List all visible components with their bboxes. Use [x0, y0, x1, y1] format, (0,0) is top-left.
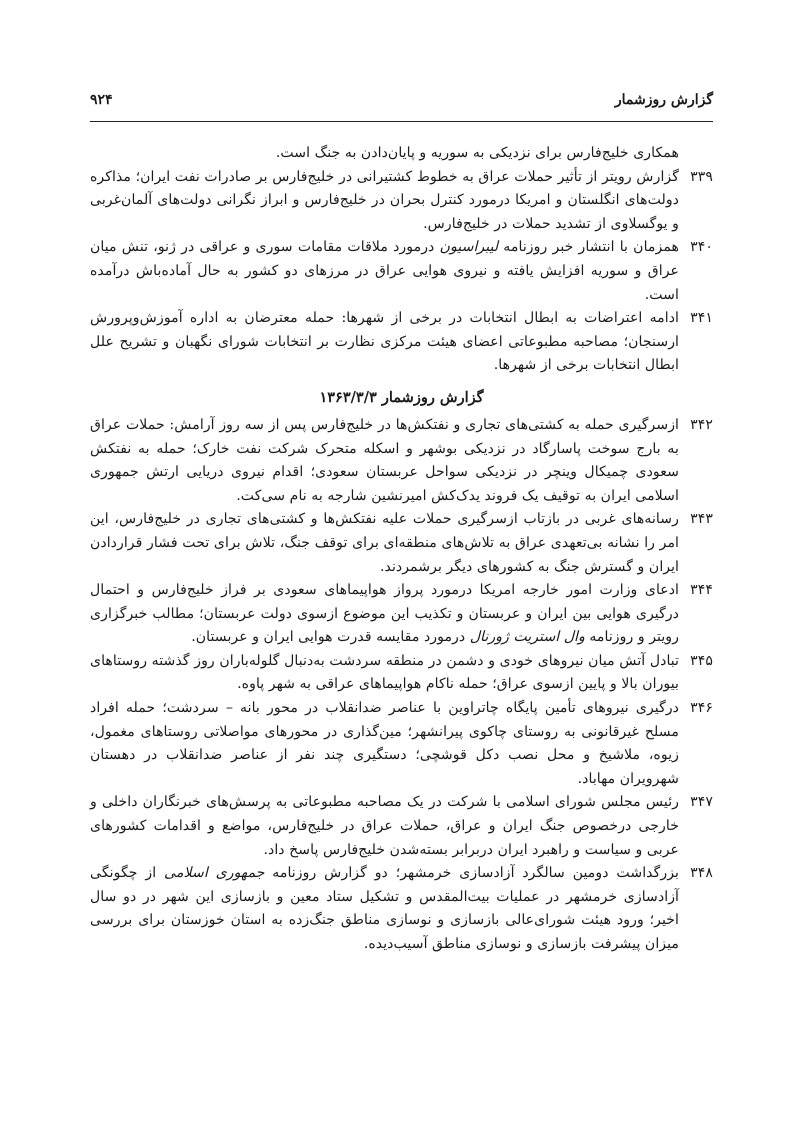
entry-number: ۳۴۲	[690, 416, 713, 433]
entry-341	[90, 307, 713, 378]
entry-344	[90, 579, 713, 650]
entry-text-end: از چگونگی آزادسازی خرمشهر در عملیات بیت‌المقدس و تشکیل ستاد معین و بازسازی این شهر در دو سال اخیر؛ ورود هیئت شورای‌عالی بازسازی و نوسازی مناطق جنگ‌زده به استان خوزستان برای بررسی میزان پیشرفت بازسازی و نوسازی مناطق آسیب‌دیده.	[90, 865, 679, 952]
entry-number: ۳۴۱	[690, 310, 713, 327]
entry-text-start: ادعای وزارت امور خارجه امریکا درمورد پرواز هواپیماهای سعودی بر فراز خلیج‌فارس و احتمال درگیری هوایی بین ایران و عربستان و تکذیب این موضوع ازسوی دولت عربستان؛ مطالب خبرگزاری رویتر و روزنامه	[90, 582, 679, 646]
section-title: گزارش روزشمار ۱۳۶۳/۳/۳	[319, 388, 484, 406]
entry-number: ۳۴۷	[690, 794, 713, 811]
entry-number: ۳۴۵	[690, 652, 713, 669]
entry-text: درگیری نیروهای تأمین پایگاه چاتراوین با عناصر ضدانقلاب در محور بانه – سردشت؛ حمله افراد مسلح غیرقانونی به روستای چاکوی پیرانشهر؛ مین‌گذاری در محورهای مواصلاتی روستاهای مغمول، زیوه، ملاشیخ و محل نصب دکل قوشچی؛ دستگیری چند نفر از عناصر ضدانقلاب در دهستان شهرویران مهاباد.	[90, 700, 679, 787]
entry-number: ۳۳۹	[690, 168, 713, 185]
newspaper-name: جمهوری اسلامی	[164, 865, 265, 882]
entry-347	[90, 791, 713, 862]
running-title: گزارش روزشمار	[614, 92, 713, 108]
entry-text-start: بزرگداشت دومین سالگرد آزادسازی خرمشهر؛ دو گزارش روزنامه	[264, 865, 680, 882]
entry-number: ۳۴۰	[690, 239, 713, 256]
entry-346	[90, 697, 713, 791]
newspaper-name: لیبراسیون	[439, 239, 499, 256]
page-number: ۹۲۴	[90, 92, 113, 108]
entry-340	[90, 236, 713, 307]
entry-text-start: همزمان با انتشار خبر روزنامه	[498, 239, 680, 256]
entry-348	[90, 862, 713, 956]
entry-345	[90, 650, 713, 697]
entry-339	[90, 166, 713, 237]
entry-text-end: درمورد مقایسه قدرت هوایی ایران و عربستان.	[191, 629, 470, 646]
page-header	[90, 92, 713, 114]
page-content	[90, 142, 713, 957]
entry-text: رسانه‌های غربی در بازتاب ازسرگیری حملات علیه نفتکش‌ها و کشتی‌های تجاری در خلیج‌فارس، این امر را نشانه بی‌تعهدی عراق به تلاش‌های منطقه‌ای برای توقف جنگ، تلاش برای تحت فشار قراردادن ایران و گسترش جنگ به کشورهای دیگر برشمردند.	[90, 511, 679, 575]
newspaper-name: وال استریت ژورنال	[469, 629, 585, 646]
entry-number: ۳۴۳	[690, 511, 713, 528]
entry-number: ۳۴۴	[690, 582, 713, 599]
entry-text: تبادل آتش میان نیروهای خودی و دشمن در منطقه سردشت به‌دنبال گلوله‌باران روز گذشته روستاهای بیوران بالا و پایین ازسوی عراق؛ حمله ناکام هواپیماهای عراقی به شهر پاوه.	[90, 652, 679, 693]
entry-text: گزارش رویتر از تأثیر حملات عراق به خطوط کشتیرانی در خلیج‌فارس بر صادرات نفت ایران؛ مذاکره دولت‌های انگلستان و امریکا درمورد کنترل بحران در خلیج‌فارس و ابراز نگرانی دولت‌های آلمان‌غربی و یوگسلاوی از تشدید حملات در خلیج‌فارس.	[90, 168, 679, 232]
entry-text: ازسرگیری حمله به کشتی‌های تجاری و نفتکش‌ها در خلیج‌فارس پس از سه روز آرامش: حملات عراق به بارج سوخت پاسارگاد در نزدیکی بوشهر و اسکله متحرک شرکت نفت خارک؛ حمله به نفتکش سعودی چمیکال وینچر در نزدیکی سواحل عربستان سعودی؛ اقدام نیروی دریایی ارتش جمهوری اسلامی ایران به توقیف یک فروند یدک‌کش امیرنشین شارجه به نام سی‌کت.	[90, 416, 679, 504]
entry-text: رئیس مجلس شورای اسلامی با شرکت در یک مصاحبه مطبوعاتی به پرسش‌های خبرنگاران داخلی و خارجی درخصوص جنگ ایران و عراق، حملات عراق در خلیج‌فارس، مواضع و اقدامات کشورهای عربی و سیاست و راهبرد ایران دربرابر بسته‌شدن خلیج‌فارس پاسخ داد.	[90, 794, 679, 858]
entry-text-end: درمورد ملاقات مقامات سوری و عراقی در ژنو، تنش میان عراق و سوریه افزایش یافته و نیروی هوایی عراق در مرزهای دو کشور به حال آماده‌باش درآمده است.	[90, 239, 679, 303]
entry-342	[90, 414, 713, 508]
entry-text: ادامه اعتراضات به ابطال انتخابات در برخی از شهرها: حمله معترضان به اداره آموزش‌وپرورش ارسنجان؛ مصاحبه مطبوعاتی اعضای هیئت مرکزی نظارت بر انتخابات شورای نگهبان و تشریح علل ابطال انتخابات برخی از شهرها.	[90, 310, 679, 374]
entry-number: ۳۴۶	[690, 700, 713, 717]
header-rule	[90, 121, 713, 122]
entry-343	[90, 508, 713, 579]
entry-continuation	[90, 142, 713, 166]
entry-text: همکاری خلیج‌فارس برای نزدیکی به سوریه و پایان‌دادن به جنگ است.	[275, 145, 679, 161]
entry-number: ۳۴۸	[690, 865, 713, 882]
